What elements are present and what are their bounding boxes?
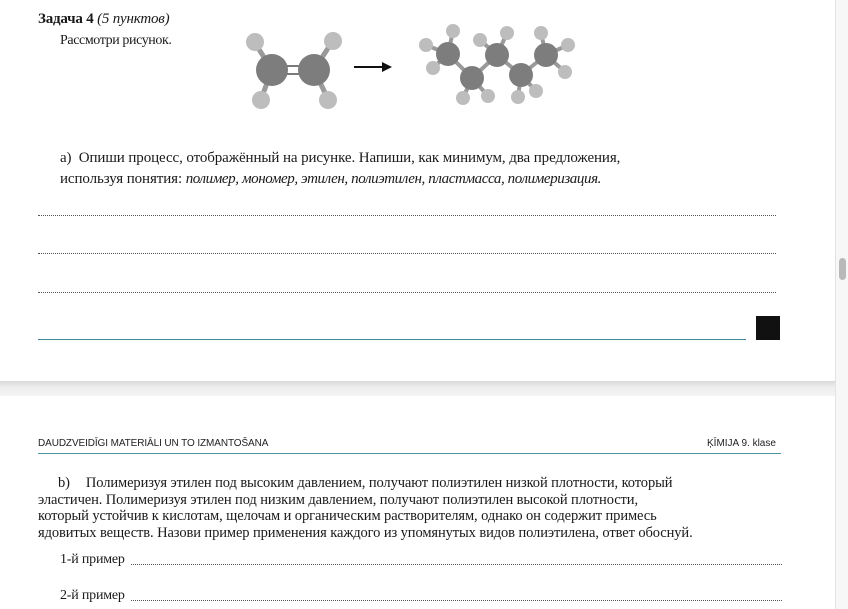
page-gap [0,381,836,396]
task-points: (5 пунктов) [97,11,170,27]
question-b-line-4: ядовитых веществ. Назови пример применения каждого из упомянутых видов полиэтилена, ответ обоснуй. [38,524,693,541]
question-a-text: Опиши процесс, отображённый на рисунке. Напиши, как минимум, два предложения, [78,150,621,166]
page-header-topic: DAUDZVEIDĪGI MATERIĀLI UN TO IZMANTOŠANA [38,438,269,449]
example-2-label: 2-й пример [60,588,125,603]
page-header-rule [38,453,781,454]
question-a-terms: полимер, мономер, этилен, полиэтилен, пластмасса, полимеризация. [185,171,602,187]
scrollbar-track[interactable] [835,0,848,609]
page-end-marker [756,316,780,340]
polyethylene-chain [419,24,575,105]
task-instruction: Рассмотри рисунок. [60,33,172,48]
example-1-label: 1-й пример [60,552,125,567]
question-b-paragraph [38,475,808,541]
polymerization-figure [0,0,836,140]
question-b-line-2: эластичен. Полимеризуя этилен под низким давлением, получают полиэтилен высокой плотности, [38,491,638,508]
answer-line-3[interactable] [38,292,776,293]
question-a-label: а) [60,150,72,166]
task-title-text: Задача 4 [38,11,94,27]
question-b-label: b) [58,475,70,491]
question-b-line-3: который устойчив к кислотам, щелочам и органическим растворителям, однако он содержит примесь [38,508,657,524]
page-header-subject: ĶĪMIJA 9. klase [707,438,776,449]
question-a-line-1 [60,150,620,167]
reaction-arrow [354,62,392,72]
page-footer-rule [38,339,746,340]
answer-line-2[interactable] [38,253,776,254]
example-1-answer-line[interactable] [131,564,782,565]
ethylene-molecule [246,32,342,109]
question-a-prefix: используя понятия: [60,171,186,187]
question-b-line-1 [38,475,808,492]
question-a-line-2 [60,171,601,188]
answer-line-1[interactable] [38,215,776,216]
question-b-text-1: Полимеризуя этилен под высоким давлением, получают полиэтилен низкой плотности, который [85,475,673,491]
scrollbar-thumb[interactable] [839,258,846,280]
example-2-answer-line[interactable] [131,600,782,601]
